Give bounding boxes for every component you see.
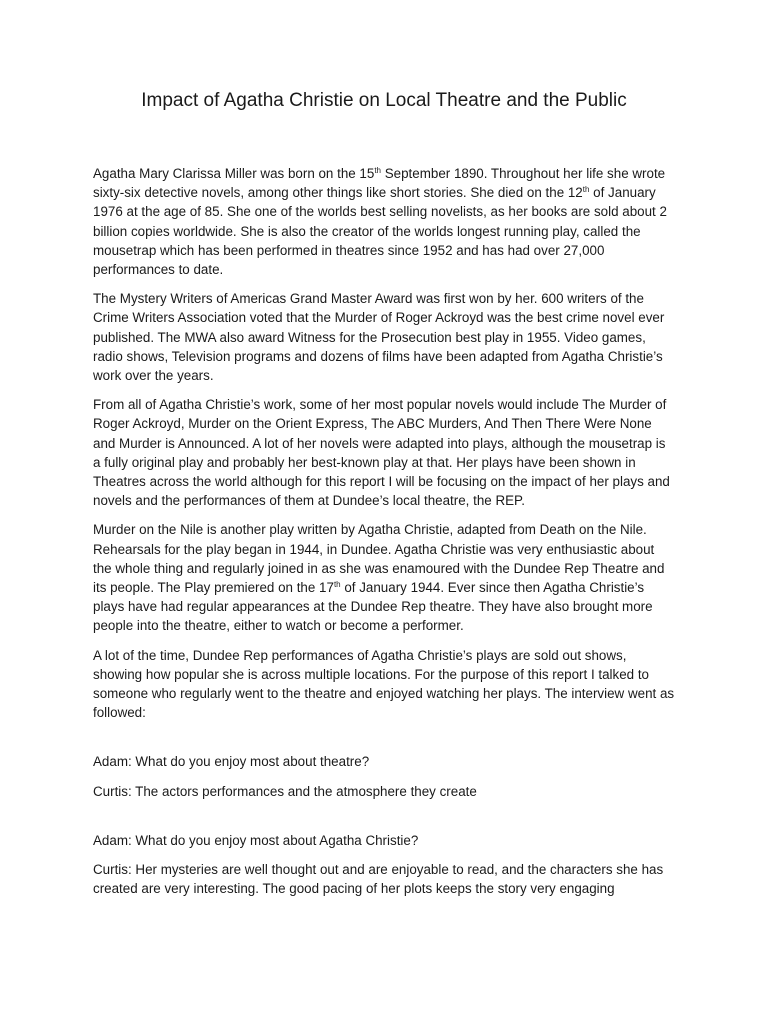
interview-question-2: Adam: What do you enjoy most about Agatha Christie? <box>93 832 419 848</box>
interview-answer-2: Curtis: Her mysteries are well thought out and are enjoyable to read, and the characters she has created are very interesting. The good pacing of her plots keeps the story very engaging <box>93 862 664 897</box>
interview-question-1: Adam: What do you enjoy most about theatre? <box>93 754 370 770</box>
document-title: Impact of Agatha Christie on Local Theatre and the Public <box>141 90 627 111</box>
interview-answer-1: Curtis: The actors performances and the atmosphere they create <box>93 783 477 799</box>
paragraph-1: Agatha Mary Clarissa Miller was born on the 15th September 1890. Throughout her life she wrote sixty-six detective novels, among other things like short stories. She died on the 12th of January 1976 at the age of 85. She one of the worlds best selling novelists, as her books are sold about 2 billion copies worldwide. She is also the creator of the worlds longest running play, called the mousetrap which has been performed in theatres since 1952 and has had over 27,000 performances to date. <box>93 166 667 278</box>
paragraph-3: From all of Agatha Christie’s work, some of her most popular novels would include The Murder of Roger Ackroyd, Murder on the Orient Express, The ABC Murders, And Then There Were None and Murder is Announced. A lot of her novels were adapted into plays, although the mousetrap is a fully original play and probably her best-known play at that. Her plays have been shown in Theatres across the world although for this report I will be focusing on the impact of her plays and novels and the performances of them at Dundee’s local theatre, the REP. <box>93 397 670 509</box>
paragraph-2: The Mystery Writers of Americas Grand Master Award was first won by her. 600 writers of the Crime Writers Association voted that the Murder of Roger Ackroyd was the best crime novel ever published. The MWA also award Witness for the Prosecution best play in 1955. Video games, radio shows, Television programs and dozens of films have been adapted from Agatha Christie’s work over the years. <box>93 291 665 384</box>
paragraph-4: Murder on the Nile is another play written by Agatha Christie, adapted from Death on the Nile. Rehearsals for the play began in 1944, in Dundee. Agatha Christie was very enthusiastic about the whole thing and regularly joined in as she was enamoured with the Dundee Rep Theatre and its people. The Play premiered on the 17th of January 1944. Ever since then Agatha Christie’s plays have had regular appearances at the Dundee Rep theatre. They have also brought more people into the theatre, either to watch or become a performer. <box>93 522 665 634</box>
document-body <box>93 164 675 909</box>
paragraph-5: A lot of the time, Dundee Rep performances of Agatha Christie’s plays are sold out shows, showing how popular she is across multiple locations. For the purpose of this report I talked to someone who regularly went to the theatre and enjoyed watching her plays. The interview went as followed: <box>93 647 675 721</box>
